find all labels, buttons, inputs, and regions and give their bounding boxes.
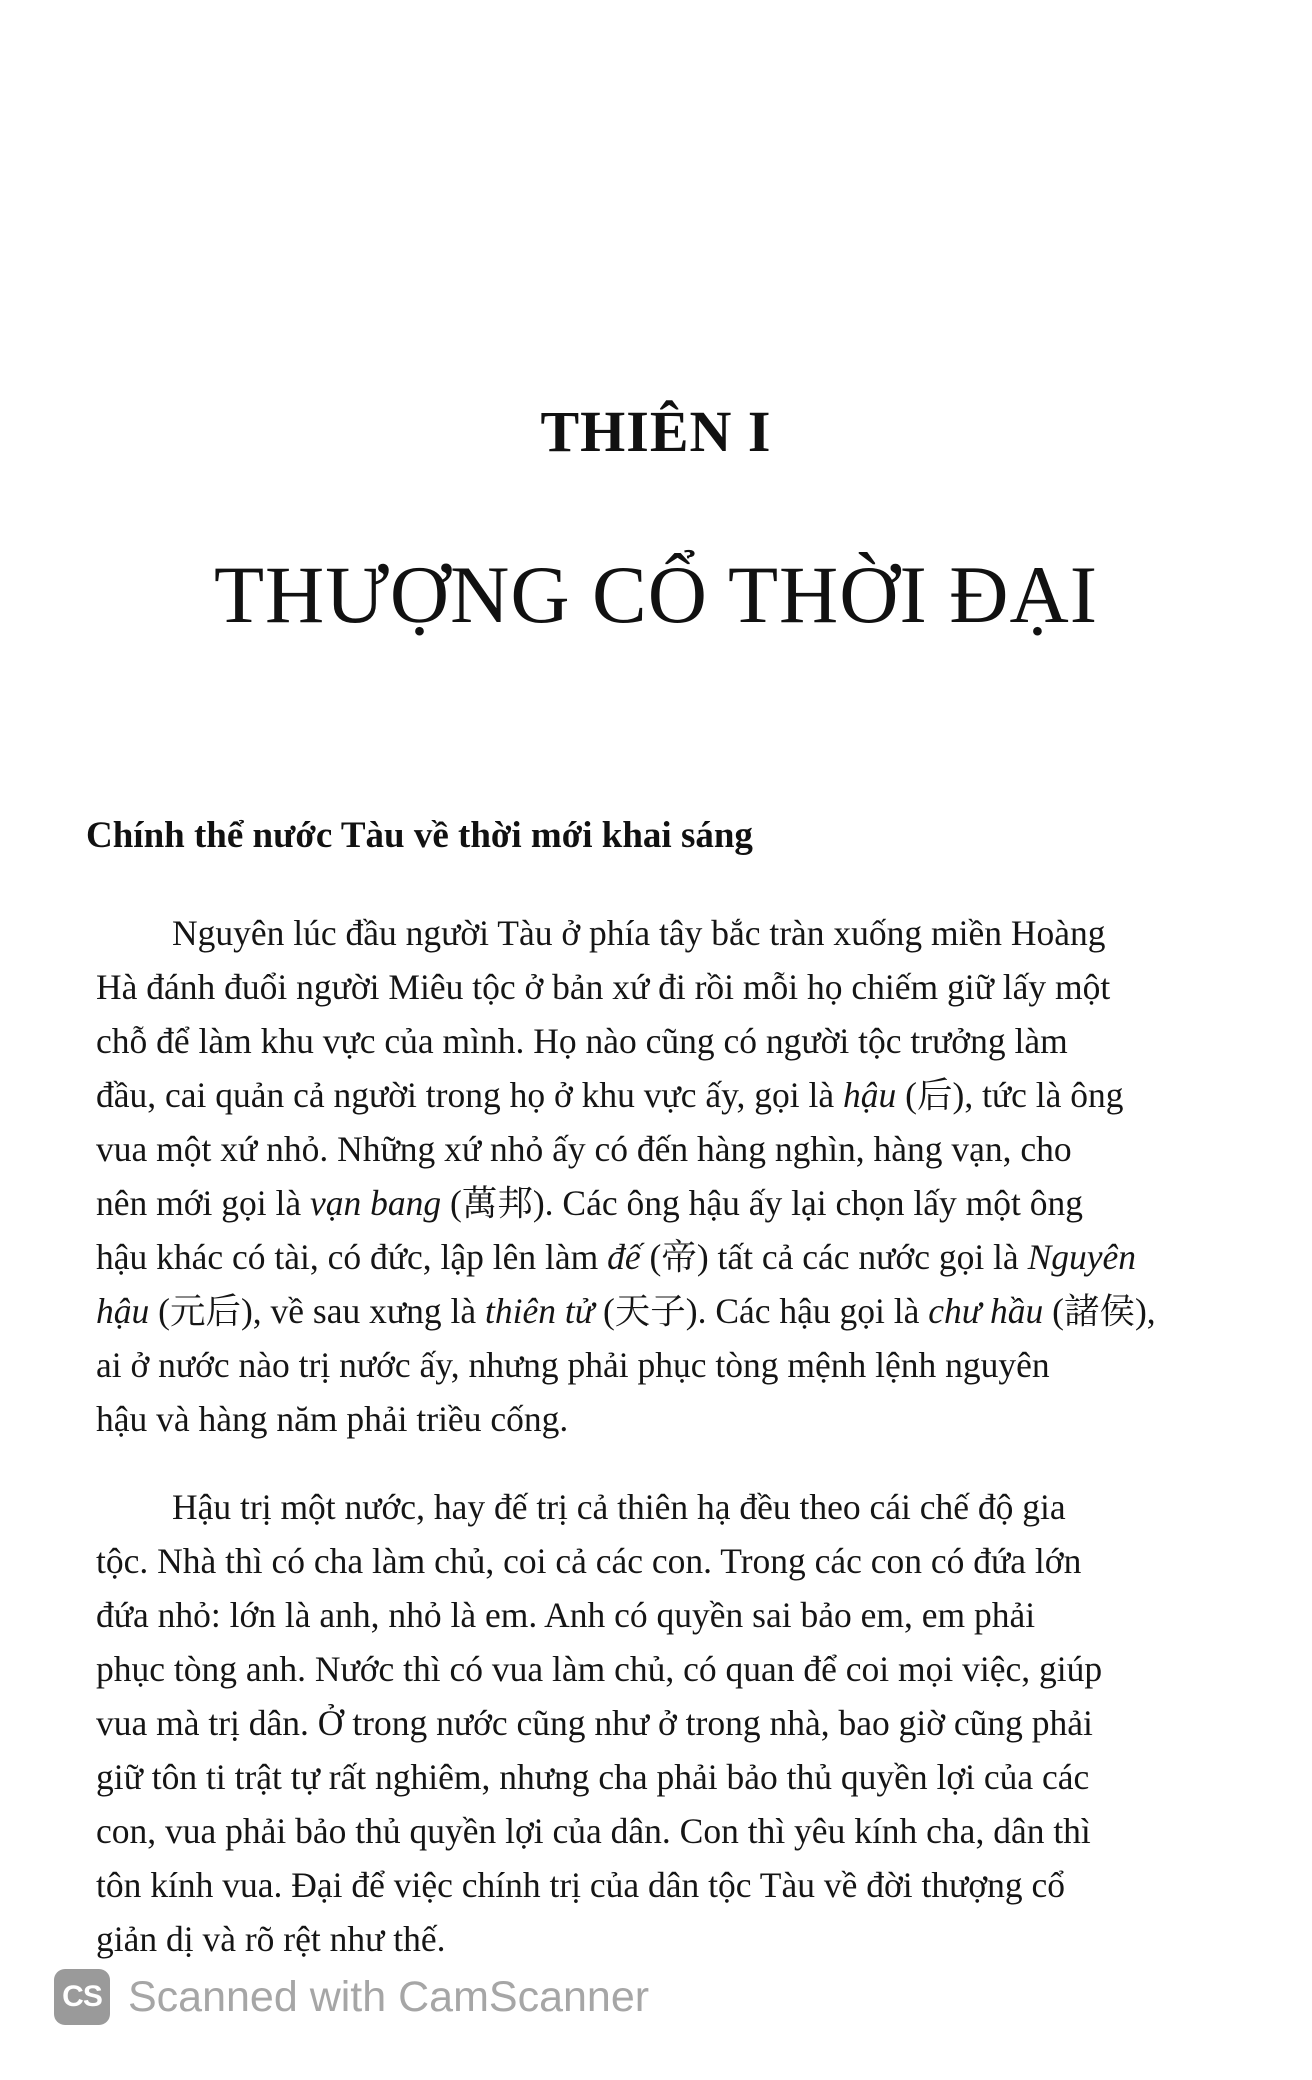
text-segment: (元后), về sau xưng là [149,1291,485,1331]
text-line [96,1642,1208,1696]
text-line [96,1392,1208,1446]
text-line [96,906,1208,960]
text-line [96,1122,1208,1176]
italic-term: đế [607,1237,641,1277]
text-segment: nên mới gọi là [96,1183,310,1223]
text-line [96,1912,1208,1966]
text-segment: đứa nhỏ: lớn là anh, nhỏ là em. Anh có quyền sai bảo em, em phải [96,1595,1036,1635]
text-segment: Nguyên lúc đầu người Tàu ở phía tây bắc tràn xuống miền Hoàng [172,913,1106,953]
text-line [96,1014,1208,1068]
text-segment: hậu khác có tài, có đức, lập lên làm [96,1237,608,1277]
text-segment: Hà đánh đuổi người Miêu tộc ở bản xứ đi rồi mỗi họ chiếm giữ lấy một [96,967,1111,1007]
part-label: THIÊN I [540,399,772,464]
text-line [96,1588,1208,1642]
text-segment: (天子). Các hậu gọi là [594,1291,929,1331]
text-line [96,960,1208,1014]
text-segment: ai ở nước nào trị nước ấy, nhưng phải phục tòng mệnh lệnh nguyên [96,1345,1050,1385]
text-segment: con, vua phải bảo thủ quyền lợi của dân. Con thì yêu kính cha, dân thì [96,1811,1091,1851]
text-line [96,1858,1208,1912]
text-line [96,1534,1208,1588]
italic-term: thiên tử [484,1291,595,1331]
text-line [96,1338,1208,1392]
paragraph-1 [96,906,1208,1446]
text-segment: phục tòng anh. Nước thì có vua làm chủ, có quan để coi mọi việc, giúp [96,1649,1103,1689]
text-line [96,1750,1208,1804]
text-segment: giữ tôn ti trật tự rất nghiêm, nhưng cha phải bảo thủ quyền lợi của các [96,1757,1090,1797]
italic-term: Nguyên [1027,1237,1137,1277]
text-line [96,1176,1208,1230]
section-heading: Chính thể nước Tàu về thời mới khai sáng [86,815,753,856]
camscanner-logo-icon: CS [54,1969,110,2025]
text-segment: tộc. Nhà thì có cha làm chủ, coi cả các con. Trong các con có đứa lớn [96,1541,1082,1581]
text-line [96,1230,1208,1284]
text-segment: Hậu trị một nước, hay đế trị cả thiên hạ đều theo cái chế độ gia [172,1487,1066,1527]
text-line [96,1068,1208,1122]
text-segment: (萬邦). Các ông hậu ấy lại chọn lấy một ông [441,1183,1083,1223]
text-line [96,1696,1208,1750]
text-segment: vua một xứ nhỏ. Những xứ nhỏ ấy có đến hàng nghìn, hàng vạn, cho [96,1129,1072,1169]
italic-term: chư hầu [928,1291,1044,1331]
text-segment: giản dị và rõ rệt như thế. [96,1919,446,1959]
chapter-title: THƯỢNG CỔ THỜI ĐẠI [213,549,1099,640]
text-segment: (諸侯), [1043,1291,1156,1331]
paragraph-2 [96,1480,1208,1966]
italic-term: hậu [96,1291,150,1331]
italic-term: vạn bang [310,1183,442,1223]
text-segment: (帝) tất cả các nước gọi là [640,1237,1028,1277]
text-segment: tôn kính vua. Đại để việc chính trị của dân tộc Tàu về đời thượng cổ [96,1865,1066,1905]
text-segment: hậu và hàng năm phải triều cống. [96,1399,569,1439]
camscanner-watermark [54,1965,649,2029]
text-line [96,1480,1208,1534]
text-segment: chỗ để làm khu vực của mình. Họ nào cũng có người tộc trưởng làm [96,1021,1068,1061]
text-line [96,1804,1208,1858]
text-segment: vua mà trị dân. Ở trong nước cũng như ở trong nhà, bao giờ cũng phải [96,1703,1093,1743]
text-segment: (后), tức là ông [896,1075,1124,1115]
text-line [96,1284,1208,1338]
watermark-text: Scanned with CamScanner [128,1972,650,2021]
text-segment: đầu, cai quản cả người trong họ ở khu vực ấy, gọi là [96,1075,844,1115]
italic-term: hậu [843,1075,897,1115]
